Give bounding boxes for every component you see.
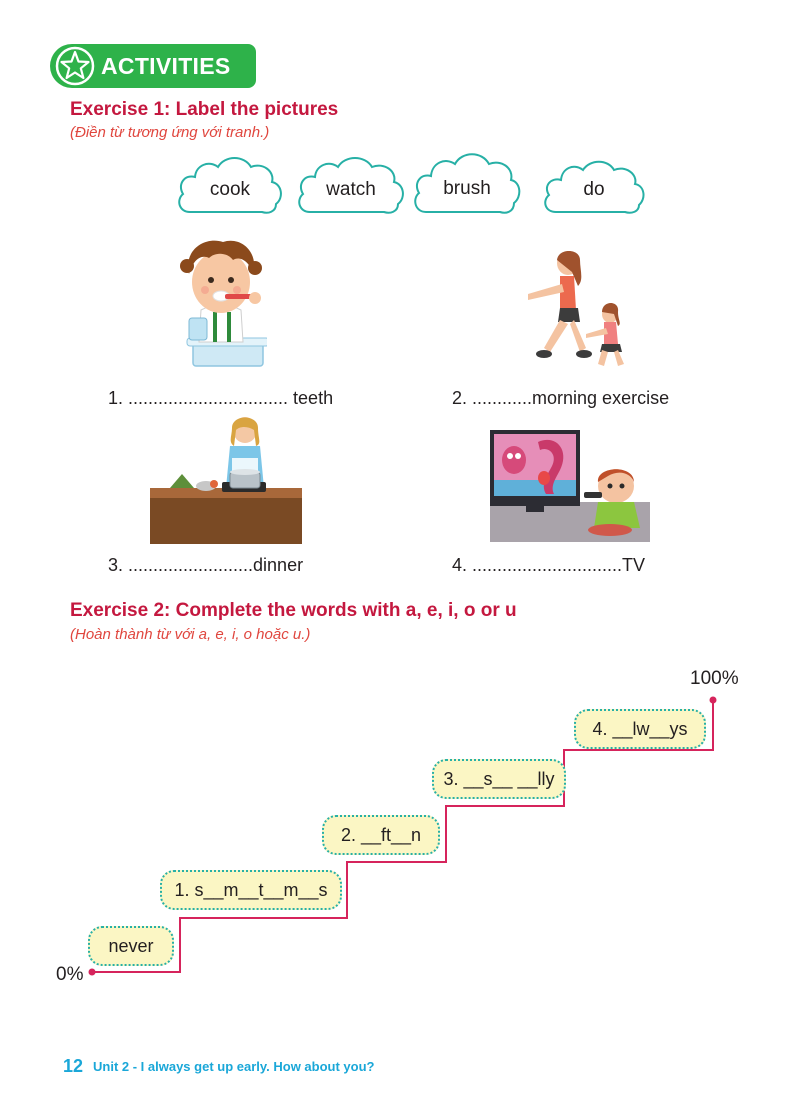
exercise1-title: Exercise 1: Label the pictures [70,99,339,120]
step-always[interactable]: 4. __lw__ys [574,709,706,749]
word-brush: brush [443,178,491,199]
step-usually[interactable]: 3. __s__ __lly [432,759,566,799]
step-often[interactable]: 2. __ft__n [322,815,440,855]
end-dot [710,697,717,704]
word-do: do [583,179,605,200]
step-sometimes[interactable]: 1. s__m__t__m__s [160,870,342,910]
zero-percent-label: 0% [56,964,84,985]
caption-3: 3. .........................dinner [108,555,304,575]
caption-1: 1. ................................ teeth [108,388,334,408]
start-dot [89,969,96,976]
exercise2-subtitle: (Hoàn thành từ với a, e, i, o hoặc u.) [70,626,311,643]
caption-4: 4. ..............................TV [452,555,646,575]
activities-title: ACTIVITIES [101,53,231,79]
exercise2-title: Exercise 2: Complete the words with a, e, i, o or u [70,600,517,621]
word-watch: watch [326,179,376,200]
caption-2: 2. ............morning exercise [452,388,670,408]
word-cook: cook [209,179,251,200]
hundred-percent-label: 100% [690,668,739,689]
step-never: never [88,926,174,966]
exercise1-subtitle: (Điền từ tương ứng với tranh.) [70,124,270,141]
unit-title: Unit 2 - I always get up early. How about you? [93,1059,375,1074]
page-number: 12 [63,1056,84,1076]
